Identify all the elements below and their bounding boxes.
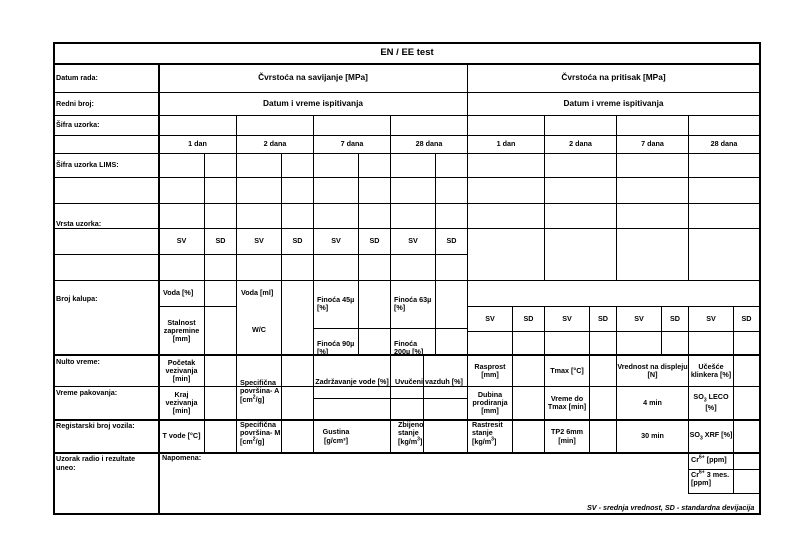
prop-30-min: 30 min	[641, 431, 664, 441]
col-sd: SD	[446, 236, 457, 246]
prop-pocetak-vezivanja: Početak vezivanja [min]	[165, 357, 198, 384]
prop-specificna-m: Specifična površina- M $[cm^2/g]$	[240, 420, 281, 446]
grid-v	[512, 354, 513, 452]
age-label-1-dan: 1 dan	[496, 139, 516, 149]
prop-rasprost: Rasprost [mm]	[474, 361, 506, 379]
prop-4-min: 4 min	[643, 397, 662, 407]
prop-wc: W/C	[252, 325, 266, 335]
col-sd: SD	[292, 236, 303, 246]
label-sifra-uzorka: Šifra uzorka:	[56, 120, 100, 129]
label-redni-broj: Redni broj:	[56, 99, 94, 108]
col-sv: SV	[331, 236, 341, 246]
age-label-7-dana: 7 dana	[641, 139, 664, 149]
header-datetime-left: Datum i vreme ispitivanja	[262, 98, 364, 109]
rule	[158, 306, 236, 307]
footnote-legend: SV - srednja vrednost, SD - standardna devijacija	[587, 503, 755, 512]
prop-ucesce-klinkera: Učešće klinkera [%]	[690, 361, 732, 379]
age-label-2-dana: 2 dana	[263, 139, 287, 149]
header-compressive: Čvrstoća na pritisak [MPa]	[561, 72, 666, 83]
col-sv: SV	[562, 313, 572, 323]
col-sd: SD	[523, 313, 534, 323]
header-datetime-right: Datum i vreme ispitivanja	[563, 98, 664, 109]
prop-dubina-prodiranja: Dubina prodiranja [mm]	[472, 389, 508, 416]
grid-v	[733, 354, 734, 494]
age-label-28-dana: 28 dana	[710, 139, 738, 149]
prop-tmax: Tmax [°C]	[550, 365, 584, 375]
prop-vreme-do-tmax: Vreme do Tmax [min]	[547, 393, 587, 411]
grid-v	[688, 452, 689, 494]
col-sd: SD	[741, 313, 752, 323]
age-label-2-dana: 2 dana	[569, 139, 592, 149]
grid-v	[358, 280, 359, 354]
col-sd: SD	[670, 313, 680, 323]
col-sv: SV	[634, 313, 644, 323]
col-sv: SV	[485, 313, 495, 323]
prop-t-vode: T vode [°C]	[162, 431, 201, 441]
header-flexural: Čvrstoća na savijanje [MPa]	[258, 72, 368, 83]
grid-v	[358, 153, 359, 280]
grid-v	[390, 280, 391, 452]
age-label-1-dan: 1 dan	[188, 139, 207, 149]
prop-kraj-vezivanja: Kraj vezivanja [min]	[165, 389, 198, 416]
rule	[313, 328, 467, 329]
frame-right	[759, 42, 761, 515]
grid-v	[589, 354, 590, 452]
rule	[53, 254, 467, 255]
prop-finoca-200: Finoća 200µ [%]	[394, 339, 424, 357]
label-broj-kalupa: Broj kalupa:	[56, 294, 98, 303]
col-sv: SV	[408, 236, 418, 246]
label-sifra-lims: Šifra uzorka LIMS:	[56, 160, 119, 169]
label-vreme-pakovanja: Vreme pakovanja:	[56, 388, 118, 397]
prop-cr6-3-mes: $Cr^{6+}$ 3 mes. [ppm]	[691, 469, 730, 488]
col-sd: SD	[215, 236, 226, 246]
form-title: EN / EE test	[380, 47, 434, 59]
prop-zbijeno-stanje: Zbijeno stanje $[kg/m^3]$	[398, 420, 424, 446]
grid-v	[204, 153, 205, 280]
grid-v	[435, 280, 436, 354]
prop-rastresito-stanje: Rastresit stanje $[kg/m^3]$	[472, 420, 503, 446]
prop-voda-pct: Voda [%]	[163, 288, 194, 297]
prop-so3-leco: $SO_3$ LECO [%]	[693, 392, 729, 413]
prop-finoca-63: Finoća 63µ [%]	[394, 295, 432, 313]
prop-tp2-6mm: TP2 6mm [min]	[551, 427, 583, 445]
label-vrsta-uzorka: Vrsta uzorka:	[56, 219, 102, 228]
prop-so3-xrf: $SO_3$ XRF [%]	[689, 429, 733, 442]
col-sd: SD	[598, 313, 608, 323]
prop-stalnost: Stalnost zapremine [mm]	[163, 317, 200, 344]
rule	[313, 398, 467, 399]
prop-voda-ml: Voda [ml]	[241, 288, 274, 297]
prop-finoca-90: Finoća 90µ [%]	[317, 339, 355, 357]
prop-specificna-a: Specifična površina- A $[cm^2/g]$	[240, 378, 280, 404]
age-label-28-dana: 28 dana	[415, 139, 443, 149]
label-napomena: Napomena:	[162, 453, 202, 462]
prop-uvuceni-vazduh: Uvučeni vazduh [%]	[395, 376, 463, 386]
col-sv: SV	[254, 236, 264, 246]
col-sv: SV	[176, 236, 187, 246]
prop-vrednost-displej: Vrednost na displeju [N]	[617, 361, 688, 379]
col-sv: SV	[706, 313, 716, 323]
grid-v	[236, 280, 237, 452]
rule	[688, 493, 761, 494]
label-registarski-broj: Registarski broj vozila:	[56, 421, 135, 430]
grid-v	[281, 153, 282, 280]
col-sd: SD	[369, 236, 380, 246]
prop-finoca-45: Finoća 45µ [%]	[317, 295, 355, 313]
prop-gustina: Gustina [g/cm³]	[322, 427, 350, 445]
prop-cr6: $Cr^{6+}$ [ppm]	[691, 454, 727, 464]
prop-zadrzavanje-vode: Zadržavanje vode [%]	[315, 376, 389, 386]
frame-left	[53, 42, 55, 515]
label-datum-rada: Datum rada:	[56, 73, 98, 82]
age-label-7-dana: 7 dana	[340, 139, 364, 149]
label-uzorak-radio: Uzorak radio i rezultate uneo:	[56, 454, 136, 472]
grid-v	[435, 153, 436, 280]
label-nulto-vreme: Nulto vreme:	[56, 357, 100, 366]
